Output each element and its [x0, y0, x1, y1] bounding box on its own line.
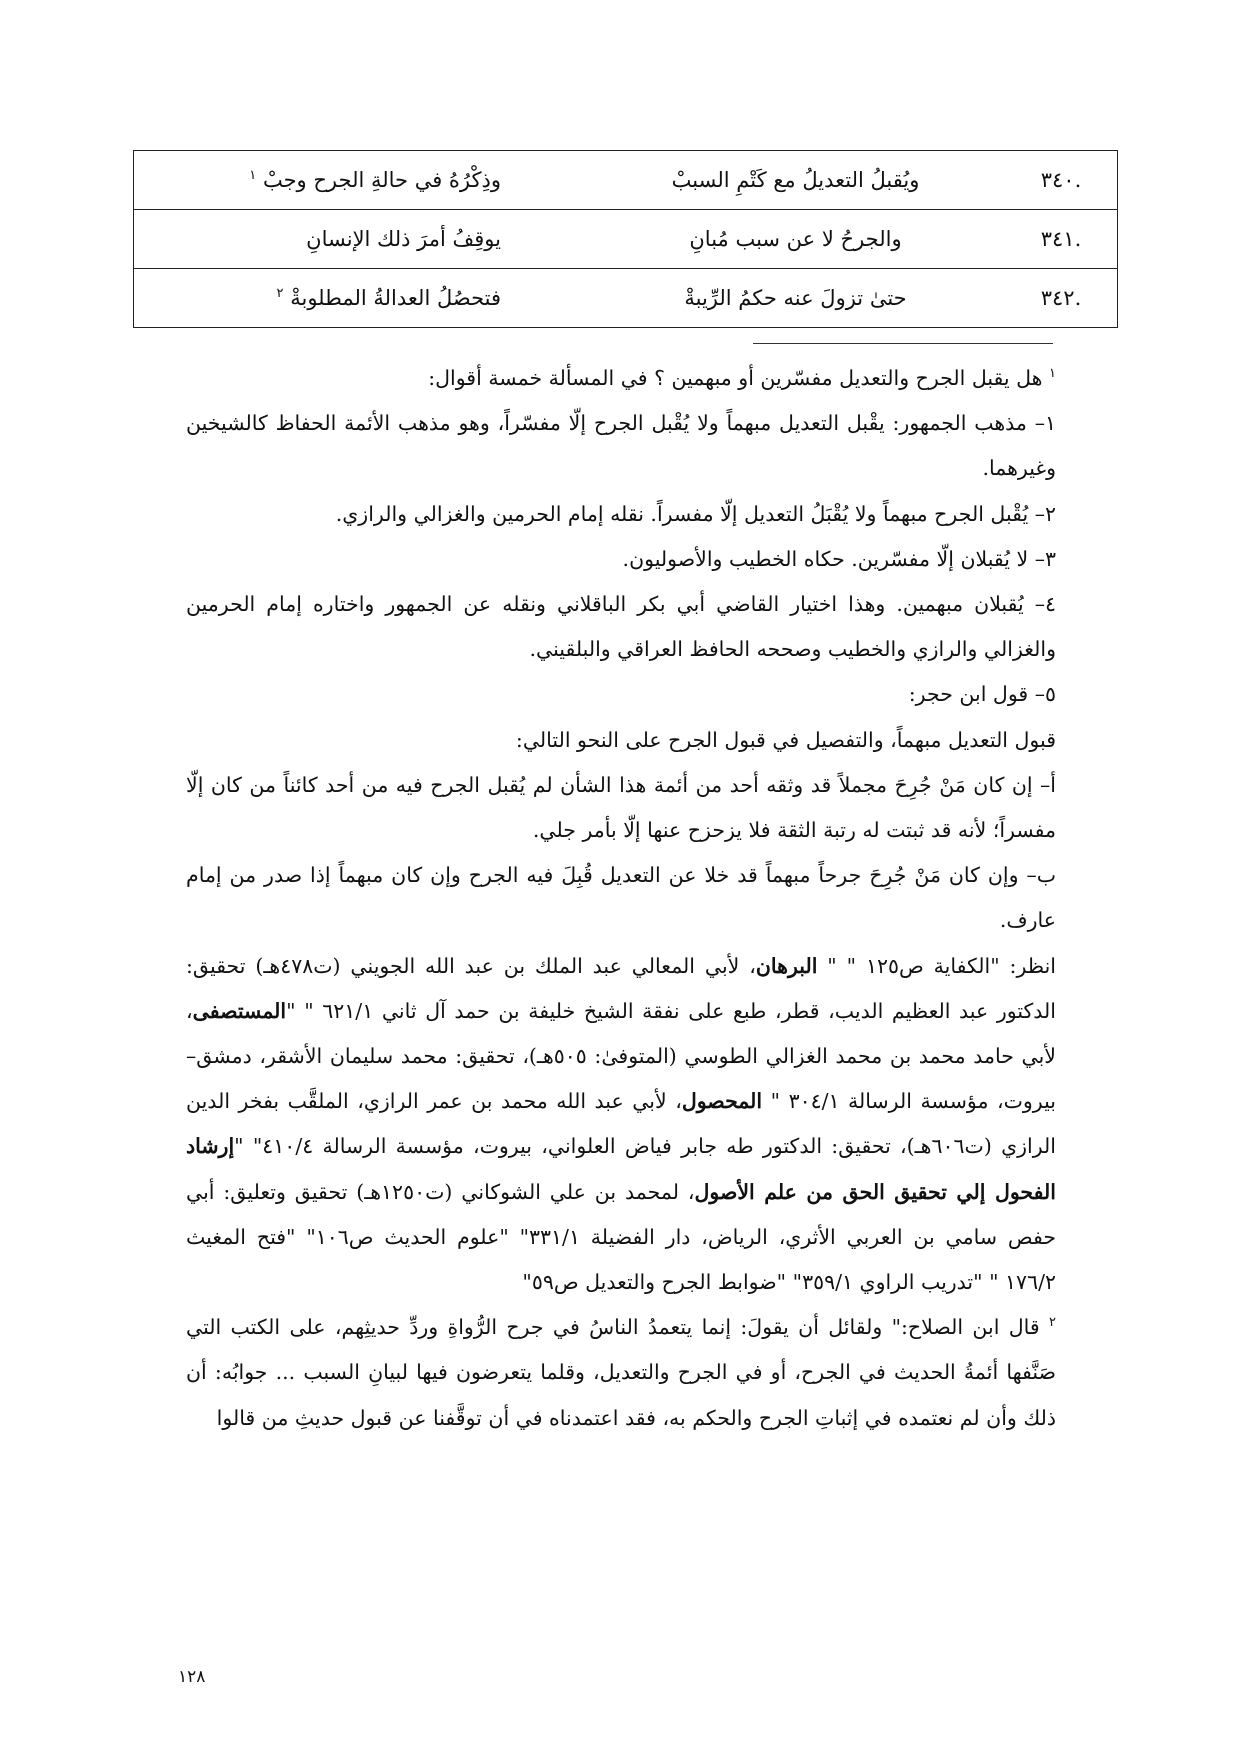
verse-second-hemistich	[134, 151, 587, 210]
ref-text: ، لأبي المعالي عبد الملك بن عبد الله الجويني (ت٤٧٨هـ) تحقيق: الدكتور عبد العظيم الديب، قطر، طبع على نفقة الشيخ خليفة بن حمد آل ثاني ٦٢١/١ " "	[186, 953, 1056, 1023]
ref-title-irshad: إرشاد الفحول إلي تحقيق الحق من علم الأصول	[186, 1134, 1056, 1204]
verse-second-hemistich	[134, 269, 587, 328]
footnote-paragraph: ب– وإن كان مَنْ جُرِحَ جرحاً مبهماً قد خلا عن التعديل قُبِلَ فيه الجرح وإن كان مبهماً إذا صدر من إمام عارف.	[186, 863, 1056, 933]
verse-first-hemistich: ويُقبلُ التعديلُ مع كَتْمِ السببْ	[586, 151, 1005, 210]
verse-first-hemistich: والجرحُ لا عن سبب مُبانِ	[586, 210, 1005, 269]
page-number: ١٢٨	[178, 1667, 206, 1687]
footnote-1-intro	[186, 356, 1056, 401]
verse-row	[134, 269, 1118, 328]
footnote-paragraph: ١– مذهب الجمهور: يقْبل التعديل مبهماً ولا يُقْبل الجرح إلّا مفسّراً، وهو مذهب الأئمة الحفاظ كالشيخين وغيرهما.	[186, 411, 1056, 481]
footnote-paragraph: ٥– قول ابن حجر:	[908, 682, 1056, 707]
footnote-paragraph: ٣– لا يُقبلان إلّا مفسّرين. حكاه الخطيب والأصوليون.	[622, 546, 1056, 571]
footnote-paragraph: أ– إن كان مَنْ جُرِحَ مجملاً قد وثقه أحد من أئمة هذا الشأن لم يُقبل الجرح فيه من أحد كائناً من كان إلّا مفسراً؛ لأنه قد ثبتت له رتبة الثقة فلا يزحزح عنها إلّا بأمر جلي.	[186, 772, 1056, 843]
ref-text: ، لمحمد بن علي الشوكاني (ت١٢٥٠هـ) تحقيق وتعليق: أبي حفص سامي بن العربي الأثري، الرياض، دار الفضيلة ٣٣١/١" "علوم الحديث ص١٠٦" "فتح المغيث ١٧٦/٢ " "تدريب الراوي ٣٥٩/١" "ضوابط الجرح والتعديل ص٥٩"	[186, 1179, 1056, 1295]
footnote-references	[186, 944, 1056, 1306]
verse-row	[134, 151, 1118, 210]
verse-second-text: وذِكْرُهُ في حالةِ الجرح وجبْ	[262, 168, 501, 192]
verse-first-hemistich: حتىٰ تزولَ عنه حكمُ الرِّيبةْ	[586, 269, 1005, 328]
footnote-2-mark: ٢	[1049, 1315, 1056, 1331]
footnote-paragraph: قبول التعديل مبهماً، والتفصيل في قبول الجرح على النحو التالي:	[515, 727, 1056, 752]
ref-text: ، لأبي حامد محمد بن محمد الغزالي الطوسي (المتوفىٰ: ٥٠٥هـ)، تحقيق: محمد سليمان الأشقر، دمشق–بيروت، مؤسسة الرسالة ٣٠٤/١ "	[186, 998, 1056, 1114]
footnote-2	[186, 1305, 1056, 1441]
verse-number: .٣٤٠	[1005, 151, 1118, 210]
footnote-ref-1[interactable]: ١	[249, 168, 257, 183]
footnotes	[186, 356, 1056, 1441]
footnote-1-intro-text: هل يقبل الجرح والتعديل مفسّرين أو مبهمين ؟ في المسألة خمسة أقوال:	[428, 366, 1043, 390]
verse-number: .٣٤١	[1005, 210, 1118, 269]
verse-number: .٣٤٢	[1005, 269, 1118, 328]
footnote-paragraph: ٢– يُقْبل الجرح مبهماً ولا يُقْبَلُ التعديل إلّا مفسراً. نقله إمام الحرمين والغزالي والرازي.	[335, 501, 1056, 526]
ref-title-mahsul: المحصول	[681, 1089, 763, 1114]
verse-second-text: فتحصُلُ العدالةُ المطلوبةْ	[290, 286, 501, 310]
ref-title-mustasfa: المستصفى	[192, 998, 287, 1023]
footnote-ref-2[interactable]: ٢	[276, 286, 284, 301]
verse-table	[133, 150, 1118, 328]
footnote-2-text: قال ابن الصلاح:" ولقائل أن يقولَ: إنما يتعمدُ الناسُ في جرح الرُّواةِ وردِّ حديثِهم، على الكتب التي صَنَّفها أئمةُ الحديث في الجرح، أو في الجرح والتعديل، وقلما يتعرضون فيها لبيانِ السبب ... جوابُه: أن ذلك وأن لم نعتمده في إثباتِ الجرح والحكم به، فقد اعتمدناه في أن توقَّفنا عن قبول حديثِ من قالوا	[186, 1315, 1056, 1430]
footnote-paragraph: ٤– يُقبلان مبهمين. وهذا اختيار القاضي أبي بكر الباقلاني ونقله عن الجمهور واختاره إمام الحرمين والغزالي والرازي والخطيب وصححه الحافظ العراقي والبلقيني.	[186, 592, 1056, 662]
verse-second-hemistich: يوقِفُ أمرَ ذلك الإنسانِ	[134, 210, 587, 269]
footnote-1-mark: ١	[1049, 366, 1056, 382]
footnote-separator	[753, 343, 1053, 344]
ref-text: ، لأبي عبد الله محمد بن عمر الرازي، الملقَّب بفخر الدين الرازي (ت٦٠٦هـ)، تحقيق: الدكتور طه جابر فياض العلواني، بيروت، مؤسسة الرسالة ٤١٠/٤" "	[186, 1089, 1056, 1159]
ref-title-burhan: البرهان	[755, 953, 818, 978]
verse-row	[134, 210, 1118, 269]
ref-text: انظر: "الكفاية ص١٢٥ " "	[817, 953, 1056, 978]
